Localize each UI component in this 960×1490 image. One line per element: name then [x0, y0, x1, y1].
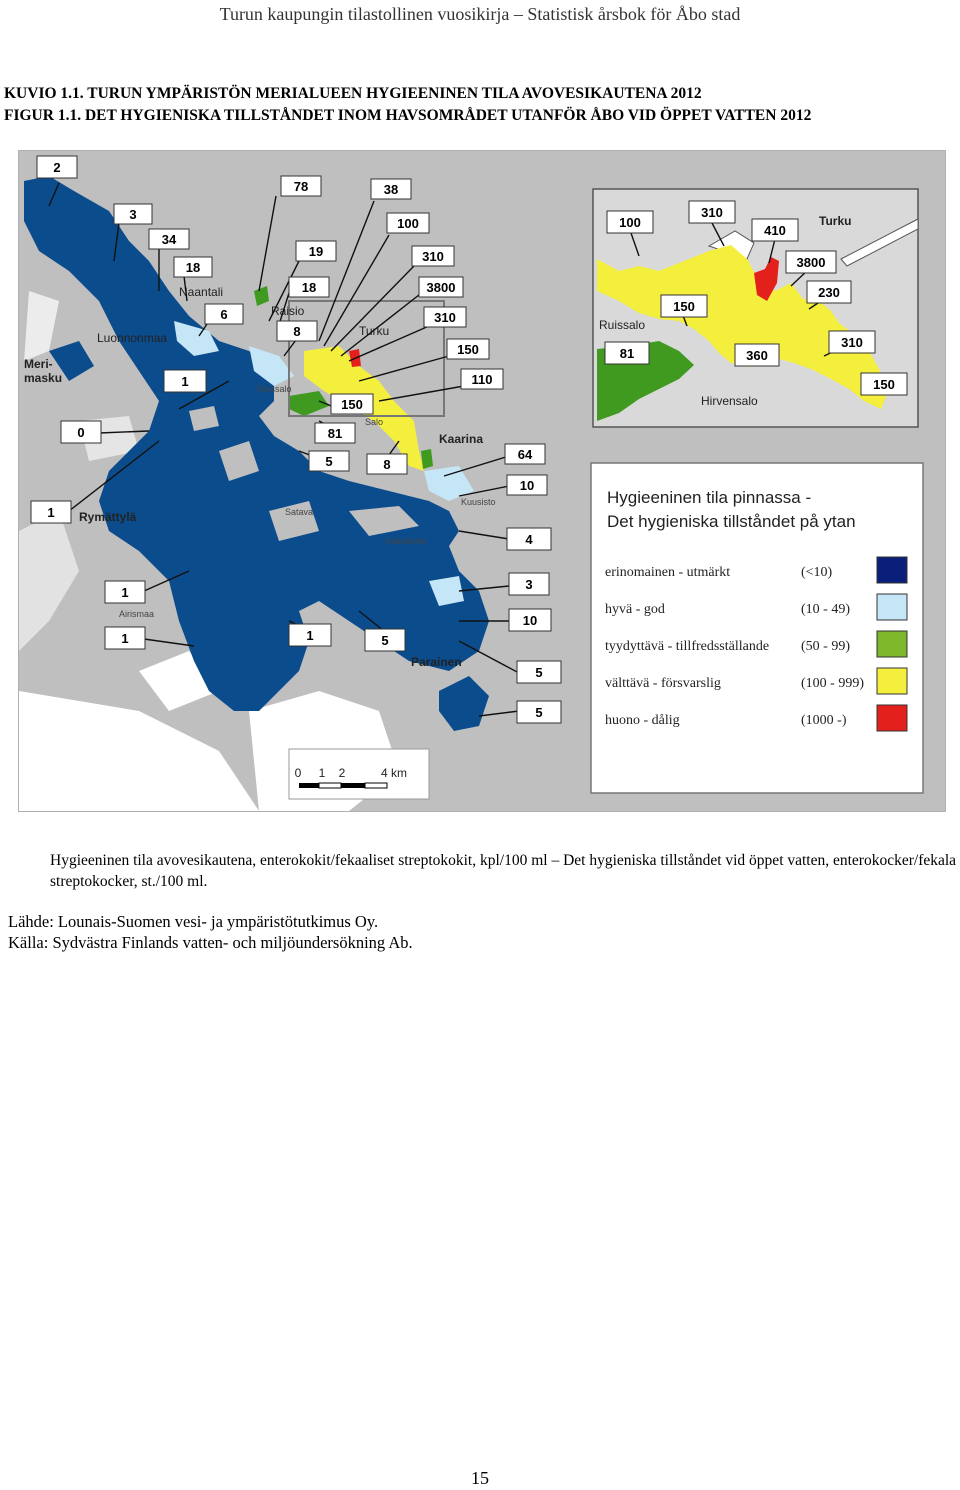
- figure-title-finnish: KUVIO 1.1. TURUN YMPÄRISTÖN MERIALUEEN HYGIEENINEN TILA AVOVESIKAUTENA 2012: [4, 85, 702, 102]
- place-satava: Satava: [285, 507, 314, 517]
- place-parainen: Parainen: [411, 655, 462, 669]
- station-label: 19: [308, 244, 324, 259]
- scale-tick: 1: [318, 766, 326, 780]
- station-label: 10: [519, 478, 535, 493]
- inset-place-ruissalo: Ruissalo: [599, 318, 646, 332]
- source-swedish: Källa: Sydvästra Finlands vatten- och miljöundersökning Ab.: [8, 933, 413, 952]
- inset-station-label: 81: [619, 346, 635, 361]
- station-label: 310: [422, 249, 444, 264]
- scale-tick: 0: [294, 766, 302, 780]
- place-kaarina: Kaarina: [439, 432, 484, 446]
- station-label: 150: [457, 342, 479, 357]
- legend-swatch: [877, 594, 907, 620]
- legend-swatch: [877, 705, 907, 731]
- place-ruissalo: Ruissalo: [257, 384, 292, 394]
- place-naantali: Naantali: [179, 285, 224, 299]
- station-label: 1: [181, 374, 189, 389]
- station-label: 78: [293, 179, 309, 194]
- station-label: 1: [121, 631, 129, 646]
- inset-station-label: 360: [746, 348, 768, 363]
- station-label: 4: [525, 532, 533, 547]
- inset-station-label: 310: [701, 205, 723, 220]
- legend-label: huono - dålig: [605, 713, 680, 728]
- station-label: 6: [220, 307, 228, 322]
- inset-place-turku: Turku: [819, 214, 852, 228]
- place-airismaa: Airismaa: [119, 609, 155, 619]
- station-label: 110: [471, 372, 493, 387]
- inset-station-label: 230: [818, 285, 840, 300]
- station-label: 5: [535, 665, 543, 680]
- legend-title-fi: Hygieeninen tila pinnassa -: [607, 488, 812, 507]
- scale-tick: 4 km: [380, 766, 408, 780]
- station-label: 64: [517, 447, 533, 462]
- legend-swatch: [877, 668, 907, 694]
- place-merimasku-line1: Meri-: [24, 357, 53, 371]
- station-label: 38: [383, 182, 399, 197]
- legend: [591, 463, 923, 793]
- inset-station-label: 310: [841, 335, 863, 350]
- map-canvas: [19, 151, 945, 811]
- figure-title-swedish: FIGUR 1.1. DET HYGIENISKA TILLSTÅNDET INOM HAVSOMRÅDET UTANFÖR ÅBO VID ÖPPET VATTEN 2012: [4, 107, 812, 124]
- running-header: Turun kaupungin tilastollinen vuosikirja – Statistisk årsbok för Åbo stad: [219, 4, 741, 24]
- inset-station-label: 150: [673, 299, 695, 314]
- place-raisio: Raisio: [271, 304, 305, 318]
- station-label: 34: [161, 232, 177, 247]
- legend-label: hyvä - god: [605, 602, 665, 617]
- station-label: 1: [121, 585, 129, 600]
- station-label: 5: [325, 454, 333, 469]
- station-label: 1: [306, 628, 314, 643]
- inset-station-label: 410: [764, 223, 786, 238]
- legend-range: (50 - 99): [801, 639, 850, 654]
- station-label: 8: [383, 457, 391, 472]
- inset-map: [593, 189, 918, 427]
- place-kakskerta: Kakskerta: [386, 536, 427, 546]
- station-label: 18: [301, 280, 317, 295]
- legend-label: erinomainen - utmärkt: [605, 565, 731, 580]
- scale-bar: [289, 749, 429, 799]
- place-merimasku-line2: masku: [24, 371, 63, 385]
- inset-place-hirvensalo: Hirvensalo: [701, 394, 758, 408]
- station-label: 100: [397, 216, 419, 231]
- station-label: 150: [341, 397, 363, 412]
- station-label: 3: [525, 577, 533, 592]
- scale-tick: 2: [338, 766, 346, 780]
- place-kuusisto: Kuusisto: [461, 497, 496, 507]
- legend-range: (10 - 49): [801, 602, 850, 617]
- station-label: 10: [522, 613, 538, 628]
- legend-range: (<10): [801, 565, 833, 580]
- map-figure: [18, 150, 946, 812]
- legend-swatch: [877, 631, 907, 657]
- station-label: 0: [77, 425, 85, 440]
- figure-caption: Hygieeninen tila avovesikautena, enterokokit/fekaaliset streptokokit, kpl/100 ml – Det hygieniska tillståndet vid öppet vatten, enterokocker/fekala streptokocker, st./100 ml.: [50, 852, 957, 890]
- station-label: 8: [293, 324, 301, 339]
- place-rymattyla: Rymättylä: [79, 510, 137, 524]
- legend-swatch: [877, 557, 907, 583]
- station-label: 5: [381, 633, 389, 648]
- legend-label: välttävä - försvarslig: [605, 676, 721, 691]
- legend-title-sv: Det hygieniska tillståndet på ytan: [607, 512, 856, 531]
- station-label: 2: [53, 160, 61, 175]
- legend-label: tyydyttävä - tillfredsställande: [605, 639, 770, 654]
- station-label: 81: [327, 426, 343, 441]
- station-label: 310: [434, 310, 456, 325]
- station-label: 1: [47, 505, 55, 520]
- place-luonnonmaa: Luonnonmaa: [97, 331, 168, 345]
- station-label: 3800: [426, 280, 456, 295]
- legend-range: (1000 -): [801, 713, 847, 728]
- inset-station-label: 3800: [796, 255, 826, 270]
- page-number: 15: [471, 1468, 489, 1488]
- inset-station-label: 150: [873, 377, 895, 392]
- legend-range: (100 - 999): [801, 676, 864, 691]
- inset-station-label: 100: [619, 215, 641, 230]
- place-salo: Salo: [365, 417, 384, 427]
- station-label: 3: [129, 207, 137, 222]
- station-label: 18: [185, 260, 201, 275]
- place-turku: Turku: [359, 324, 390, 338]
- station-label: 5: [535, 705, 543, 720]
- source-finnish: Lähde: Lounais-Suomen vesi- ja ympäristötutkimus Oy.: [8, 912, 379, 931]
